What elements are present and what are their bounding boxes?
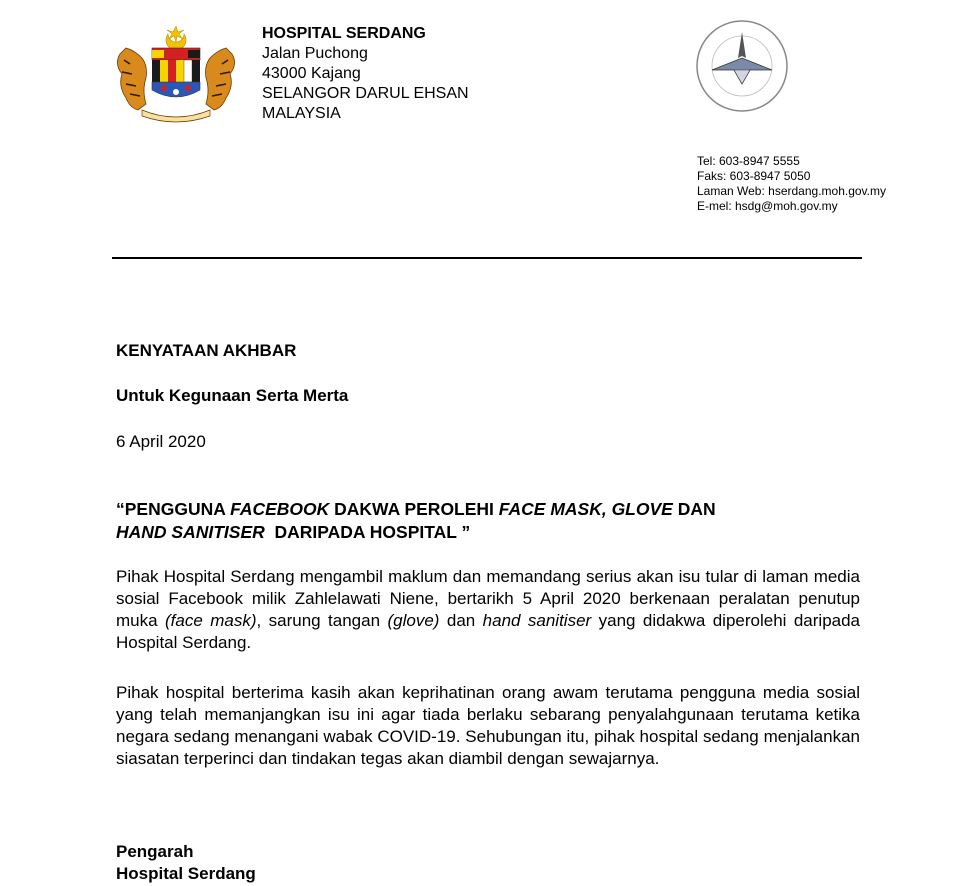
body-paragraph-2: Pihak hospital berterima kasih akan keprihatinan orang awam terutama pengguna media sosial yang telah memanjangkan isu ini agar tiada berlaku sebarang penyalahgunaan terutama ketika negara sedang menangani wabak COVID-19. Sehubungan itu, pihak hospital sedang menjalankan siasatan terperinci dan tindakan tegas akan diambil dengan sewajarnya. xyxy=(116,683,860,768)
contact-email: E-mel: hsdg@moh.gov.my xyxy=(697,199,838,213)
contact-web: Laman Web: hserdang.moh.gov.my xyxy=(697,184,886,198)
hospital-serdang-logo xyxy=(694,18,790,114)
paragraph-italic-face-mask: (face mask) xyxy=(165,611,257,630)
press-release-title xyxy=(116,498,860,544)
contact-tel: Tel: 603-8947 5555 xyxy=(697,154,800,168)
release-date: 6 April 2020 xyxy=(116,432,206,451)
paragraph-text: Pihak Hospital Serdang mengambil maklum dan memandang serius akan isu tular di laman media sosial Facebook milik Zahlelawati Niene, bertarikh 5 April 2020 berkenaan peralatan penutup muka xyxy=(116,567,860,630)
address-city: 43000 Kajang xyxy=(262,65,361,82)
address-street: Jalan Puchong xyxy=(262,45,368,62)
title-segment: DAN xyxy=(672,499,716,519)
address-state: SELANGOR DARUL EHSAN xyxy=(262,85,469,102)
paragraph-text: yang didakwa diperolehi daripada Hospital Serdang. xyxy=(116,611,861,652)
paragraph-italic-glove: (glove) xyxy=(387,611,440,630)
address-country: MALAYSIA xyxy=(262,105,341,122)
malaysia-coat-of-arms-emblem xyxy=(112,24,240,124)
title-segment: DARIPADA HOSPITAL ” xyxy=(264,522,471,542)
signature-title: Pengarah xyxy=(116,842,194,861)
signature-block xyxy=(116,841,860,885)
title-segment: “PENGGUNA xyxy=(116,499,231,519)
press-release-heading: KENYATAAN AKHBAR xyxy=(116,341,297,360)
immediate-release-subheading: Untuk Kegunaan Serta Merta xyxy=(116,386,349,405)
contact-fax: Faks: 603-8947 5050 xyxy=(697,169,811,183)
title-facebook: FACEBOOK xyxy=(230,499,330,519)
signature-org: Hospital Serdang xyxy=(116,864,256,883)
body-paragraph-1 xyxy=(116,566,860,654)
title-segment: DAKWA PEROLEHI xyxy=(329,499,499,519)
letterhead-divider xyxy=(112,257,862,259)
contact-block xyxy=(697,154,886,214)
title-hand-sanitiser: HAND SANITISER xyxy=(116,522,265,542)
title-face-mask-glove: FACE MASK, GLOVE xyxy=(498,499,673,519)
hospital-address-block xyxy=(262,24,469,124)
paragraph-italic-hand-sanitiser: hand sanitiser xyxy=(482,611,592,630)
paragraph-text: dan xyxy=(439,611,483,630)
paragraph-text: , sarung tangan xyxy=(256,611,388,630)
hospital-name: HOSPITAL SERDANG xyxy=(262,25,426,42)
